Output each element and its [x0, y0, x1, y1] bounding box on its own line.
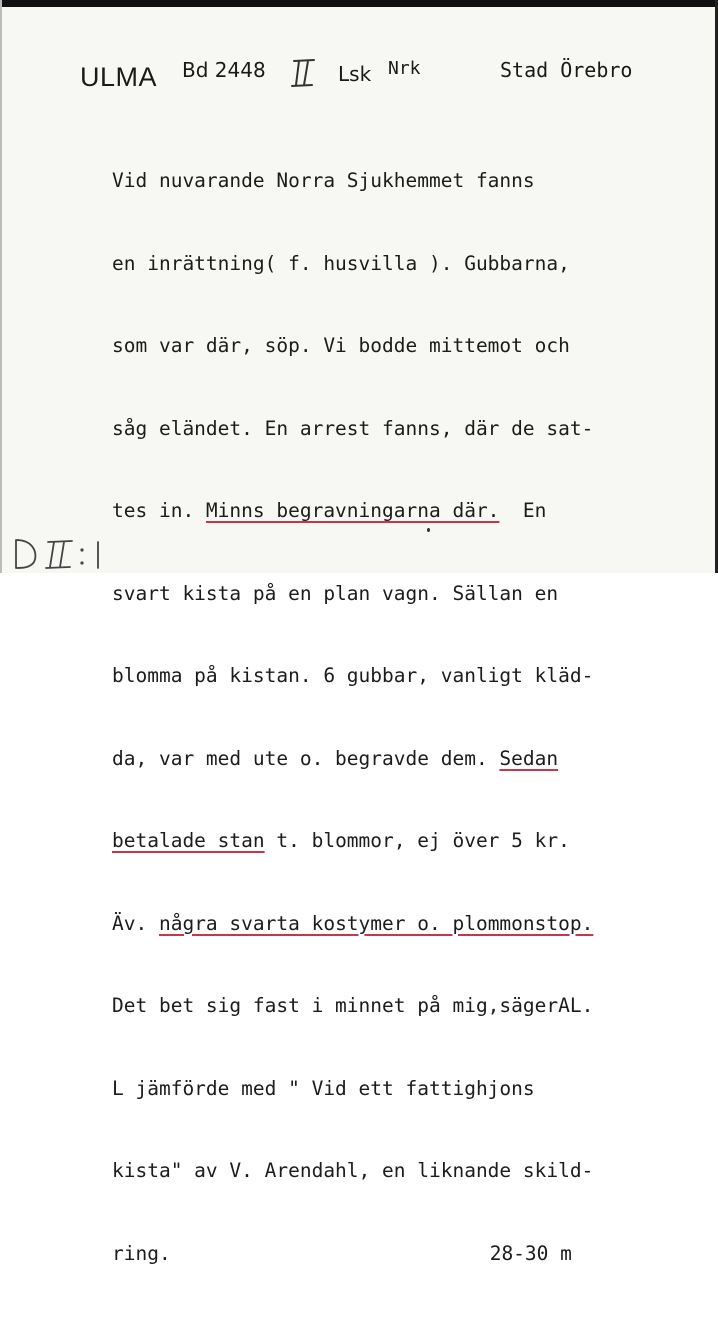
text-segment: ring.: [112, 1241, 171, 1265]
text-line: blomma på kistan. 6 gubbar, vanligt kläd-: [112, 664, 594, 687]
ink-speck: [427, 528, 430, 532]
text-line: L jämförde med " Vid ett fattighjons: [112, 1076, 535, 1100]
text-line: [112, 827, 702, 855]
text-segment: tes in.: [112, 499, 206, 522]
text-line: kista" av V. Arendahl, en liknande skild-: [112, 1159, 594, 1182]
card-header: [80, 56, 700, 96]
underlined-phrase: några svarta kostymer o. plommonstop.: [158, 911, 594, 935]
text-line: såg eländet. En arrest fanns, där de sat-: [112, 416, 594, 440]
underlined-phrase: Minns begravningarna där.: [205, 499, 500, 522]
landskap-label: Lsk: [338, 62, 372, 86]
scan-left-edge: [0, 0, 2, 573]
volume-suffix-mark: [290, 56, 318, 90]
landskap-value: Nrk: [388, 58, 421, 79]
underlined-phrase: Sedan: [499, 746, 559, 770]
text-segment: En: [499, 499, 547, 522]
place-label: Stad Örebro: [500, 58, 633, 82]
text-segment: Äv.: [112, 911, 159, 935]
scan-top-edge: [0, 0, 718, 7]
archive-code: ULMA: [80, 62, 158, 92]
text-segment: da, var med ute o. begravde dem.: [112, 746, 500, 770]
text-line: [112, 910, 702, 938]
text-line: [112, 1240, 702, 1268]
underlined-phrase: betalade stan: [112, 829, 265, 852]
text-segment: t. blommor, ej över 5 kr.: [264, 829, 570, 852]
text-line: som var där, söp. Vi bodde mittemot och: [112, 334, 570, 357]
text-line: svart kista på en plan vagn. Sällan en: [112, 581, 559, 605]
meter-reference: 28-30 m: [489, 1241, 572, 1265]
transcript-text: [112, 112, 702, 1322]
handwritten-mark: [12, 536, 122, 572]
text-line: Det bet sig fast i minnet på mig,sägerAL.: [112, 994, 594, 1017]
volume-number: Bd 2448: [182, 58, 266, 82]
text-line: Vid nuvarande Norra Sjukhemmet fanns: [112, 169, 535, 192]
text-line: [112, 497, 702, 525]
text-line: [112, 745, 702, 773]
text-line: en inrättning( f. husvilla ). Gubbarna,: [112, 251, 570, 275]
